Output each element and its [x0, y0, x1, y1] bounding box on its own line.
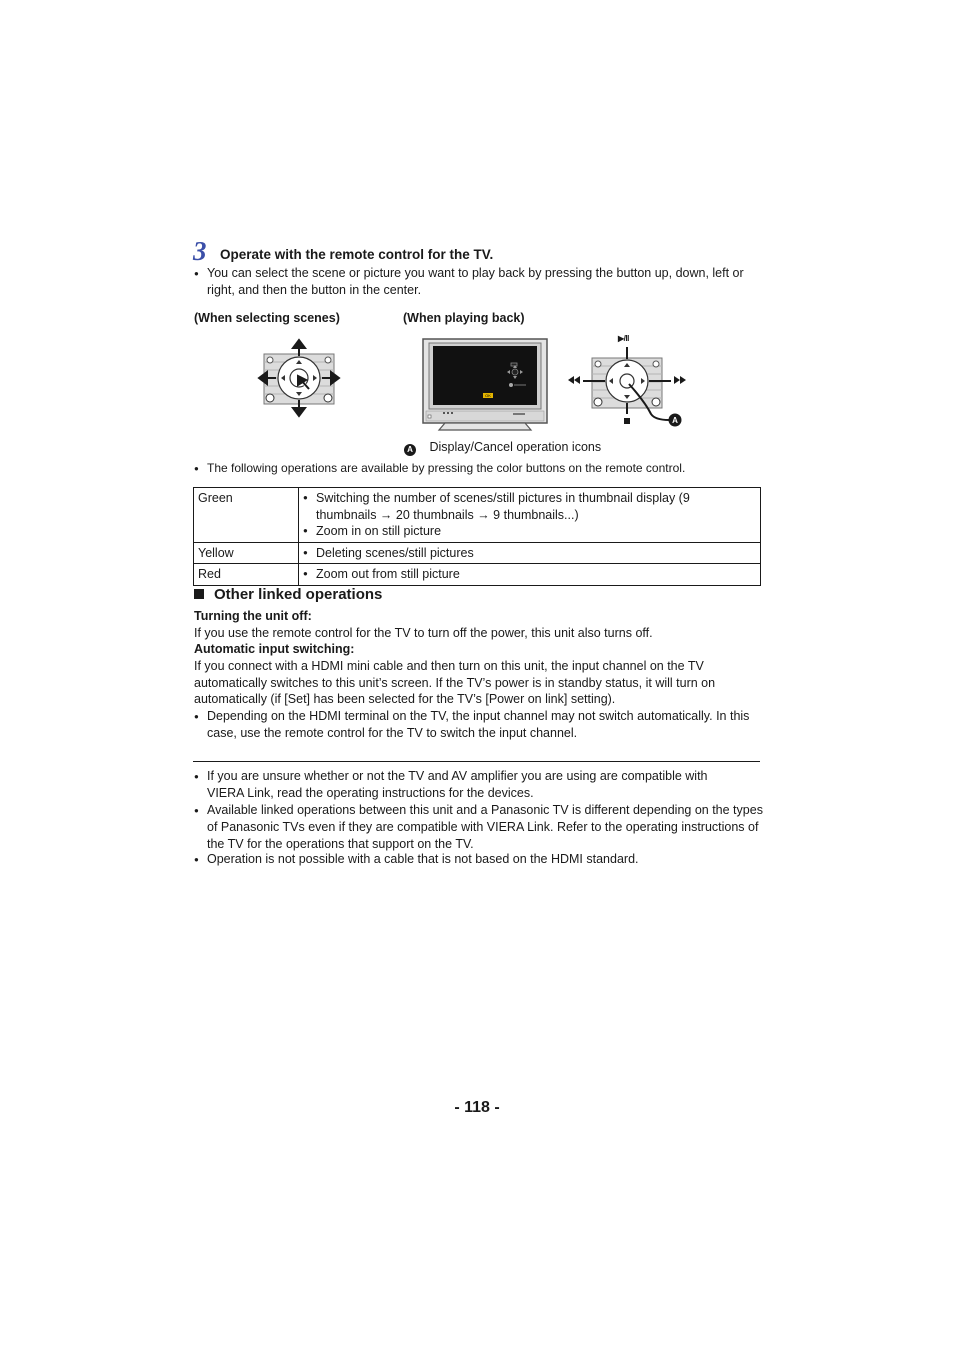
- tv-ok-badge: OK: [485, 393, 491, 398]
- figure-label-selecting: (When selecting scenes): [194, 311, 340, 325]
- page-number: - 118 -: [454, 1099, 500, 1116]
- operation-cell: [299, 564, 761, 586]
- operation-item: ● Zoom in on still picture: [303, 523, 756, 540]
- operation-cell: [299, 488, 761, 543]
- color-button-name: Red: [194, 564, 299, 586]
- auto-input-text: If you connect with a HDMI mini cable and then turn on this unit, the input channel on the TV automatically switches to this unit’s screen. If the TV’s power is in standby status, it will turn on automatically (if [Set] has been selected for the TV’s [Power on link] setting).: [194, 659, 716, 707]
- figure-label-playing: (When playing back): [403, 311, 525, 325]
- section-title-text: Other linked operations: [214, 586, 383, 603]
- operation-item: ● Zoom out from still picture: [303, 566, 756, 583]
- auto-input-heading: Automatic input switching:: [194, 642, 355, 656]
- table-row: [194, 564, 761, 586]
- table-row: [194, 488, 761, 543]
- step-intro-bullet: ● You can select the scene or picture you want to play back by pressing the button up, down, left or right, and then the button in the center.: [194, 265, 773, 299]
- table-row: [194, 542, 761, 564]
- note-item: ● If you are unsure whether or not the TV and AV amplifier you are using are compatible with VIERA Link, read the operating instructions for the devices.: [194, 768, 747, 802]
- square-bullet-icon: [194, 589, 204, 599]
- turning-off-text: If you use the remote control for the TV to turn off the power, this unit also turns off.: [194, 626, 653, 640]
- operation-item: ● Switching the number of scenes/still pictures in thumbnail display (9 thumbnails → 20 thumbnails → 9 thumbnails...): [303, 490, 711, 523]
- operation-cell: [299, 542, 761, 564]
- color-button-name: Green: [194, 488, 299, 543]
- tv-illustration: [421, 338, 549, 432]
- remote-pad-selecting-illustration: [256, 338, 342, 418]
- section-title: [194, 586, 382, 603]
- operation-item: ● Deleting scenes/still pictures: [303, 545, 756, 562]
- marker-a-icon: A: [404, 444, 416, 456]
- step-number: 3: [193, 236, 207, 266]
- color-buttons-bullet: ● The following operations are available by pressing the color buttons on the remote control.: [194, 460, 773, 477]
- remote-pad-playback-illustration: [565, 342, 690, 428]
- turning-off-heading: Turning the unit off:: [194, 609, 312, 623]
- note-item: ● Available linked operations between this unit and a Panasonic TV is different depending on the types of Panasonic TVs even if they are compatible with VIERA Link. Refer to the operating instructions of the TV for the operations that support on the TV.: [194, 802, 767, 853]
- auto-input-bullet: ● Depending on the HDMI terminal on the TV, the input channel may not switch automatically. In this case, use the remote control for the TV to switch the input channel.: [194, 708, 760, 742]
- note-item: ● Operation is not possible with a cable that is not based on the HDMI standard.: [194, 851, 773, 868]
- figure-caption-text: Display/Cancel operation icons: [429, 440, 602, 454]
- marker-a-label: A: [672, 416, 678, 425]
- step-title: Operate with the remote control for the TV.: [220, 247, 494, 262]
- play-pause-label: ▶/II: [618, 334, 629, 343]
- color-button-name: Yellow: [194, 542, 299, 564]
- color-operations-table: [193, 487, 761, 586]
- notes-divider: [193, 761, 760, 762]
- figure-caption: [404, 439, 601, 456]
